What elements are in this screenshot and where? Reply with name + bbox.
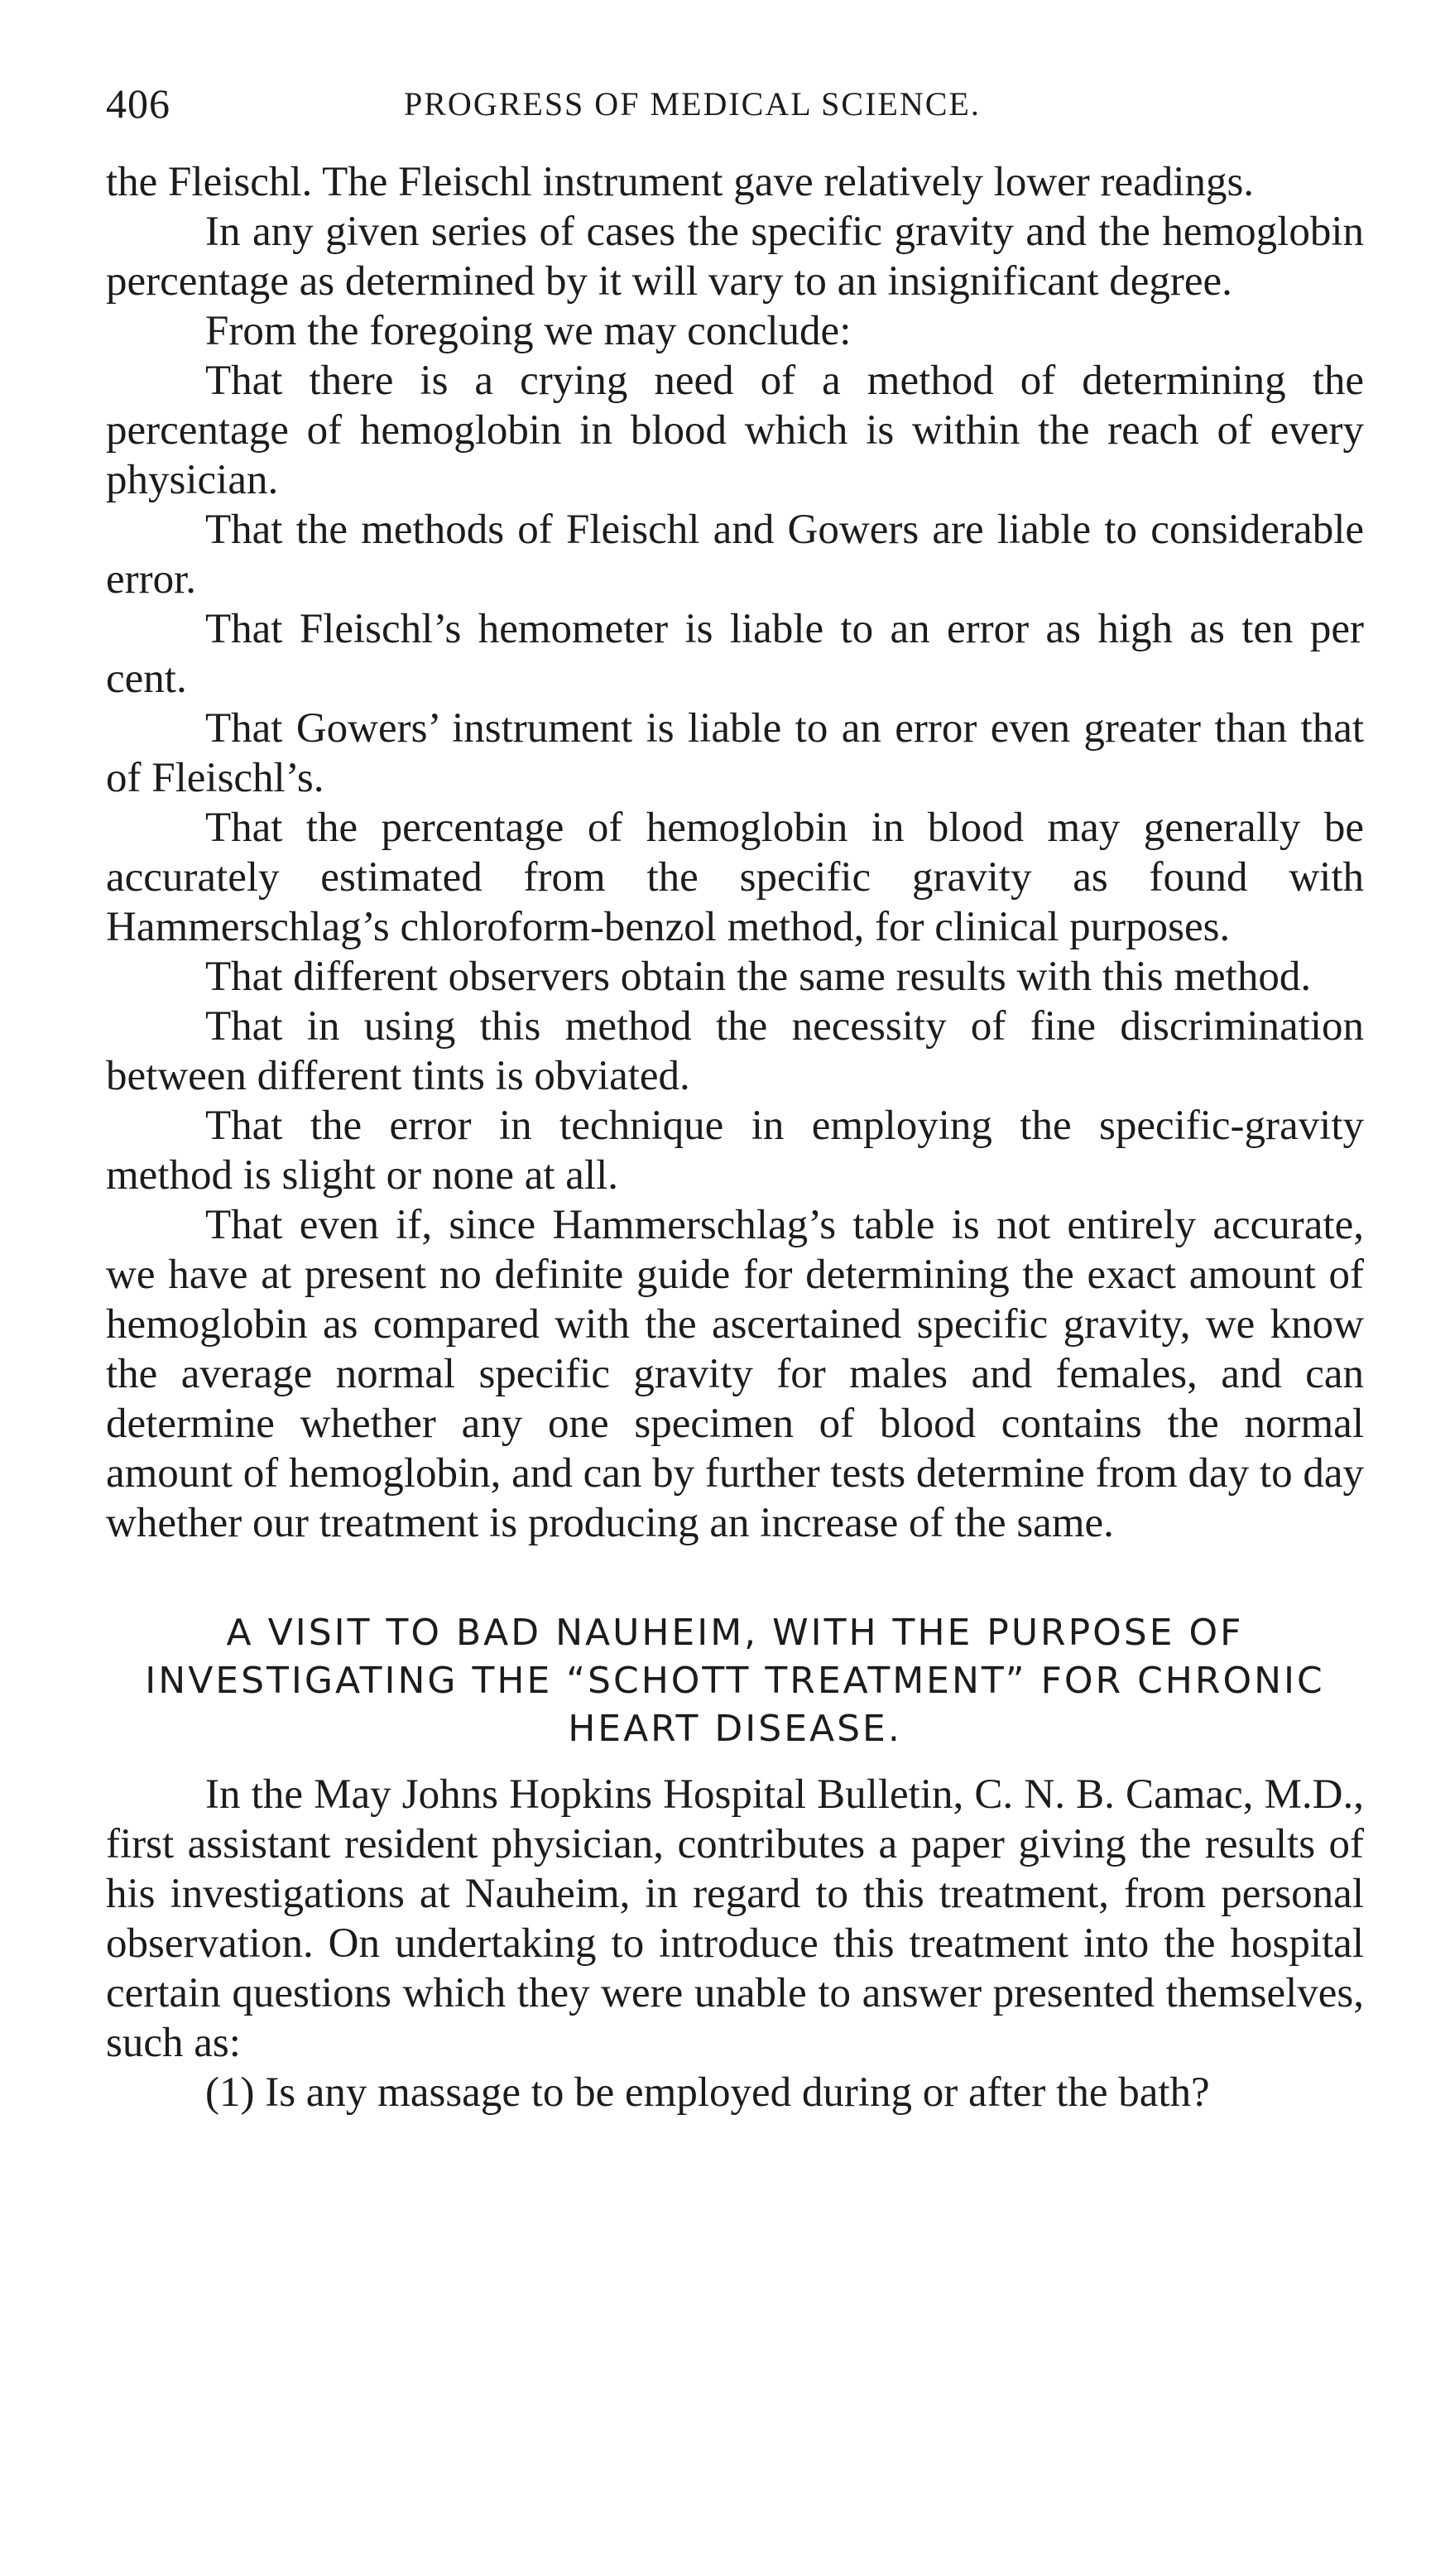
paragraph-specific-gravity-series: In any given series of cases the specific gravity and the hemoglobin percentage as determined by it will vary to an insignificant degree. (106, 209, 1364, 305)
paragraph-bulletin: In the May Johns Hopkins Hospital Bulletin, C. N. B. Camac, M.D., first assistant resident physician, contributes a paper giving the results of his investigations at Nauheim, in regard to this treatment, from personal observation. On undertaking to introduce this treatment into the hospital certain questions which they were unable to answer presented themselves, such as: (106, 1771, 1364, 2066)
paragraph-continuation: the Fleischl. The Fleischl instrument gave relatively lower readings. (106, 159, 1255, 205)
paragraph-conclusion-table: That even if, since Hammerschlag’s table is not entirely accurate, we have at present no definite guide for determining the exact amount of hemoglobin as compared with the ascertained specific gravity, we know the average normal specific gravity for males and females, and can determine whether any one specimen of blood contains the normal amount of hemoglobin, and can by further tests determine from day to day whether our treatment is producing an increase of the same. (106, 1202, 1364, 1546)
book-page (106, 79, 1364, 2117)
section-heading: A VISIT TO BAD NAUHEIM, WITH THE PURPOSE OF INVESTIGATING THE “SCHOTT TREATMENT” FOR CHRONIC HEART DISEASE. (145, 1612, 1325, 1750)
paragraph-conclusion-need: That there is a crying need of a method of determining the percentage of hemoglobin in blood which is within the reach of every physician. (106, 358, 1364, 503)
paragraph-conclusion-intro: From the foregoing we may conclude: (205, 308, 852, 354)
running-head (106, 79, 1364, 137)
paragraph-conclusion-methods-error: That the methods of Fleischl and Gowers are liable to considerable error. (106, 507, 1364, 603)
paragraph-question-1: (1) Is any massage to be employed during or after the bath? (205, 2069, 1210, 2116)
paragraph-conclusion-tints: That in using this method the necessity of fine discrimination between different tints is obviated. (106, 1003, 1364, 1099)
paragraph-conclusion-estimation: That the percentage of hemoglobin in blood may generally be accurately estimated from the specific gravity as found with Hammerschlag’s chloroform-benzol method, for clinical purposes. (106, 805, 1364, 950)
page-number: 406 (106, 80, 170, 127)
body-text-part2 (106, 1770, 1364, 2117)
paragraph-conclusion-gowers-error: That Gowers’ instrument is liable to an error even greater than that of Fleischl’s. (106, 705, 1364, 801)
body-text-part1 (106, 157, 1364, 1548)
paragraph-conclusion-fleischl-error: That Fleischl’s hemometer is liable to an error as high as ten per cent. (106, 606, 1364, 702)
paragraph-conclusion-technique: That the error in technique in employing the specific-gravity method is slight or none at all. (106, 1103, 1364, 1199)
running-title: PROGRESS OF MEDICAL SCIENCE. (404, 85, 981, 123)
paragraph-conclusion-observers: That different observers obtain the same results with this method. (205, 954, 1312, 1000)
